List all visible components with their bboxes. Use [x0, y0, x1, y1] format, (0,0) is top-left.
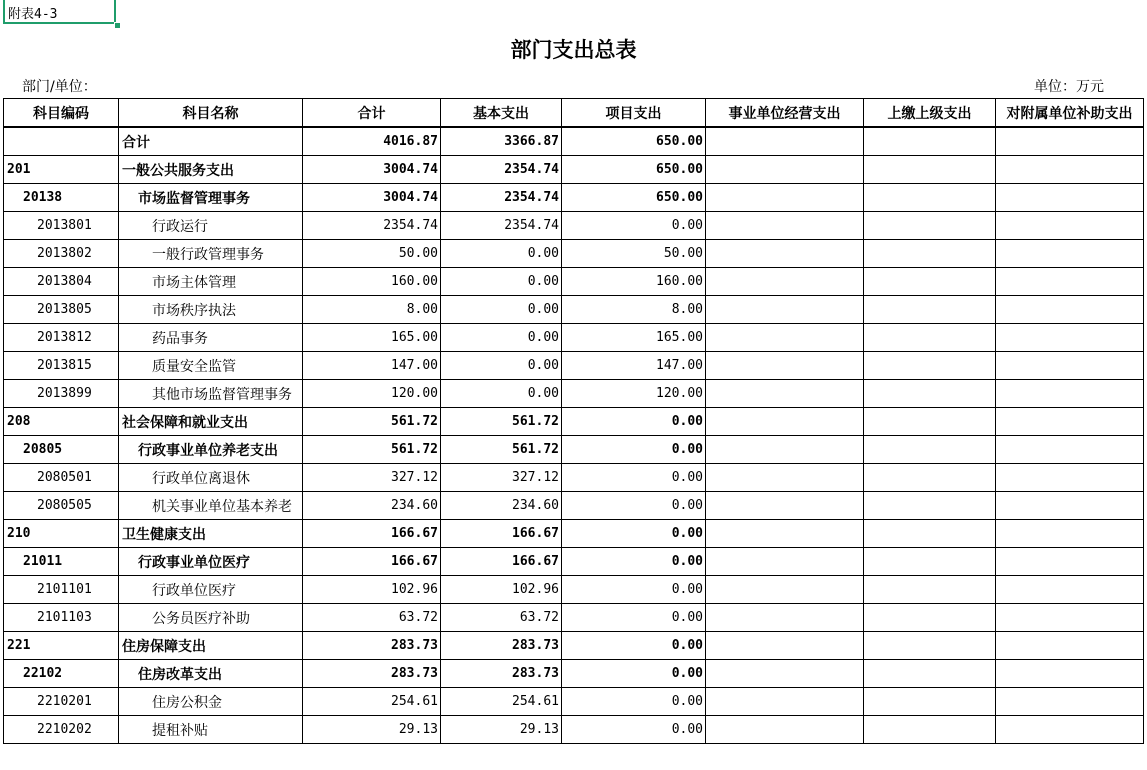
row-name-cell[interactable]: 住房公积金 — [119, 688, 303, 716]
row-project-cell[interactable]: 0.00 — [562, 464, 706, 492]
unit-label: 单位：万元 — [1034, 79, 1104, 95]
table-row — [4, 324, 1144, 352]
table-row — [4, 716, 1144, 744]
row-business-cell[interactable] — [706, 520, 864, 548]
table-row — [4, 156, 1144, 184]
table-row — [4, 548, 1144, 576]
row-business-cell[interactable] — [706, 492, 864, 520]
row-name-cell[interactable]: 机关事业单位基本养老 — [119, 492, 303, 520]
row-business-cell[interactable] — [706, 212, 864, 240]
row-business-cell[interactable] — [706, 548, 864, 576]
row-basic-cell[interactable]: 0.00 — [441, 380, 562, 408]
row-remit-cell[interactable] — [864, 324, 996, 352]
row-total-cell[interactable]: 2354.74 — [303, 212, 441, 240]
row-remit-cell[interactable] — [864, 660, 996, 688]
row-remit-cell[interactable] — [864, 436, 996, 464]
row-name-cell[interactable]: 住房保障支出 — [119, 632, 303, 660]
row-code-cell[interactable]: 2210201 — [4, 688, 119, 716]
row-total-cell[interactable]: 8.00 — [303, 296, 441, 324]
row-remit-cell[interactable] — [864, 492, 996, 520]
row-total-cell[interactable]: 50.00 — [303, 240, 441, 268]
row-basic-cell[interactable]: 166.67 — [441, 548, 562, 576]
row-remit-cell[interactable] — [864, 212, 996, 240]
row-total-cell[interactable]: 234.60 — [303, 492, 441, 520]
table-row — [4, 240, 1144, 268]
expenditure-table — [3, 98, 1144, 744]
row-total-cell[interactable]: 166.67 — [303, 548, 441, 576]
row-project-cell[interactable]: 650.00 — [562, 156, 706, 184]
row-subsidy-cell[interactable] — [996, 604, 1144, 632]
row-project-cell[interactable]: 147.00 — [562, 352, 706, 380]
row-basic-cell[interactable]: 29.13 — [441, 716, 562, 744]
row-name-cell[interactable]: 卫生健康支出 — [119, 520, 303, 548]
table-row — [4, 184, 1144, 212]
row-remit-cell[interactable] — [864, 184, 996, 212]
row-remit-cell[interactable] — [864, 127, 996, 156]
row-subsidy-cell[interactable] — [996, 380, 1144, 408]
row-project-cell[interactable]: 0.00 — [562, 660, 706, 688]
row-business-cell[interactable] — [706, 240, 864, 268]
row-remit-cell[interactable] — [864, 352, 996, 380]
row-name-cell[interactable]: 一般行政管理事务 — [119, 240, 303, 268]
row-total-cell[interactable]: 3004.74 — [303, 156, 441, 184]
row-total-cell[interactable]: 63.72 — [303, 604, 441, 632]
row-total-cell[interactable]: 283.73 — [303, 632, 441, 660]
row-total-cell[interactable]: 3004.74 — [303, 184, 441, 212]
row-name-cell[interactable]: 市场秩序执法 — [119, 296, 303, 324]
row-basic-cell[interactable]: 3366.87 — [441, 127, 562, 156]
row-name-cell[interactable]: 行政单位离退休 — [119, 464, 303, 492]
row-basic-cell[interactable]: 63.72 — [441, 604, 562, 632]
row-code-cell[interactable]: 2101103 — [4, 604, 119, 632]
row-basic-cell[interactable]: 2354.74 — [441, 212, 562, 240]
row-remit-cell[interactable] — [864, 632, 996, 660]
header-project[interactable]: 项目支出 — [562, 99, 706, 128]
row-subsidy-cell[interactable] — [996, 632, 1144, 660]
fill-handle[interactable] — [114, 22, 121, 29]
row-subsidy-cell[interactable] — [996, 352, 1144, 380]
row-name-cell[interactable]: 一般公共服务支出 — [119, 156, 303, 184]
header-business[interactable]: 事业单位经营支出 — [706, 99, 864, 128]
row-remit-cell[interactable] — [864, 464, 996, 492]
row-basic-cell[interactable]: 166.67 — [441, 520, 562, 548]
table-row — [4, 604, 1144, 632]
row-subsidy-cell[interactable] — [996, 324, 1144, 352]
row-name-cell[interactable]: 行政运行 — [119, 212, 303, 240]
row-basic-cell[interactable]: 102.96 — [441, 576, 562, 604]
row-total-cell[interactable]: 561.72 — [303, 408, 441, 436]
row-basic-cell[interactable]: 0.00 — [441, 296, 562, 324]
header-basic[interactable]: 基本支出 — [441, 99, 562, 128]
row-business-cell[interactable] — [706, 632, 864, 660]
table-row — [4, 380, 1144, 408]
row-total-cell[interactable]: 4016.87 — [303, 127, 441, 156]
row-code-cell[interactable]: 201 — [4, 156, 119, 184]
row-basic-cell[interactable]: 327.12 — [441, 464, 562, 492]
row-business-cell[interactable] — [706, 156, 864, 184]
row-code-cell[interactable]: 2013804 — [4, 268, 119, 296]
row-project-cell[interactable]: 160.00 — [562, 268, 706, 296]
row-subsidy-cell[interactable] — [996, 156, 1144, 184]
row-subsidy-cell[interactable] — [996, 268, 1144, 296]
row-subsidy-cell[interactable] — [996, 520, 1144, 548]
sheet-reference: 附表4-3 — [8, 7, 58, 22]
row-total-cell[interactable]: 147.00 — [303, 352, 441, 380]
row-business-cell[interactable] — [706, 688, 864, 716]
row-remit-cell[interactable] — [864, 240, 996, 268]
row-subsidy-cell[interactable] — [996, 240, 1144, 268]
row-name-cell[interactable]: 市场监督管理事务 — [119, 184, 303, 212]
row-basic-cell[interactable]: 561.72 — [441, 436, 562, 464]
row-name-cell[interactable]: 行政事业单位养老支出 — [119, 436, 303, 464]
row-name-cell[interactable]: 住房改革支出 — [119, 660, 303, 688]
row-basic-cell[interactable]: 0.00 — [441, 352, 562, 380]
row-basic-cell[interactable]: 2354.74 — [441, 156, 562, 184]
row-code-cell[interactable]: 21011 — [4, 548, 119, 576]
row-project-cell[interactable]: 8.00 — [562, 296, 706, 324]
row-business-cell[interactable] — [706, 408, 864, 436]
row-name-cell[interactable]: 市场主体管理 — [119, 268, 303, 296]
row-remit-cell[interactable] — [864, 380, 996, 408]
row-subsidy-cell[interactable] — [996, 464, 1144, 492]
row-project-cell[interactable]: 650.00 — [562, 127, 706, 156]
row-remit-cell[interactable] — [864, 688, 996, 716]
row-basic-cell[interactable]: 561.72 — [441, 408, 562, 436]
row-business-cell[interactable] — [706, 576, 864, 604]
row-code-cell[interactable] — [4, 127, 119, 156]
row-code-cell[interactable]: 20138 — [4, 184, 119, 212]
table-row — [4, 688, 1144, 716]
row-name-cell[interactable]: 质量安全监管 — [119, 352, 303, 380]
row-name-cell[interactable]: 其他市场监督管理事务 — [119, 380, 303, 408]
row-remit-cell[interactable] — [864, 604, 996, 632]
header-remit[interactable]: 上缴上级支出 — [864, 99, 996, 128]
row-subsidy-cell[interactable] — [996, 576, 1144, 604]
row-total-cell[interactable]: 254.61 — [303, 688, 441, 716]
row-name-cell[interactable]: 药品事务 — [119, 324, 303, 352]
row-project-cell[interactable]: 650.00 — [562, 184, 706, 212]
row-code-cell[interactable]: 210 — [4, 520, 119, 548]
table-row — [4, 352, 1144, 380]
row-code-cell[interactable]: 2013815 — [4, 352, 119, 380]
header-code[interactable]: 科目编码 — [4, 99, 119, 128]
row-business-cell[interactable] — [706, 127, 864, 156]
row-code-cell[interactable]: 2013899 — [4, 380, 119, 408]
row-total-cell[interactable]: 160.00 — [303, 268, 441, 296]
row-basic-cell[interactable]: 0.00 — [441, 240, 562, 268]
row-code-cell[interactable]: 2080505 — [4, 492, 119, 520]
row-code-cell[interactable]: 2101101 — [4, 576, 119, 604]
row-name-cell[interactable]: 公务员医疗补助 — [119, 604, 303, 632]
row-business-cell[interactable] — [706, 716, 864, 744]
row-total-cell[interactable]: 120.00 — [303, 380, 441, 408]
row-project-cell[interactable]: 120.00 — [562, 380, 706, 408]
row-code-cell[interactable]: 22102 — [4, 660, 119, 688]
row-name-cell[interactable]: 行政事业单位医疗 — [119, 548, 303, 576]
row-remit-cell[interactable] — [864, 520, 996, 548]
row-total-cell[interactable]: 327.12 — [303, 464, 441, 492]
row-code-cell[interactable]: 2013812 — [4, 324, 119, 352]
row-subsidy-cell[interactable] — [996, 408, 1144, 436]
row-business-cell[interactable] — [706, 436, 864, 464]
row-project-cell[interactable]: 0.00 — [562, 688, 706, 716]
row-code-cell[interactable]: 221 — [4, 632, 119, 660]
row-project-cell[interactable]: 165.00 — [562, 324, 706, 352]
table-row — [4, 212, 1144, 240]
row-name-cell[interactable]: 提租补贴 — [119, 716, 303, 744]
row-project-cell[interactable]: 0.00 — [562, 716, 706, 744]
row-subsidy-cell[interactable] — [996, 688, 1144, 716]
table-row — [4, 520, 1144, 548]
row-project-cell[interactable]: 0.00 — [562, 548, 706, 576]
page-title: 部门支出总表 — [510, 37, 637, 62]
row-remit-cell[interactable] — [864, 548, 996, 576]
row-code-cell[interactable]: 208 — [4, 408, 119, 436]
row-remit-cell[interactable] — [864, 156, 996, 184]
row-code-cell[interactable]: 2013805 — [4, 296, 119, 324]
row-total-cell[interactable]: 166.67 — [303, 520, 441, 548]
row-total-cell[interactable]: 29.13 — [303, 716, 441, 744]
row-subsidy-cell[interactable] — [996, 492, 1144, 520]
row-subsidy-cell[interactable] — [996, 660, 1144, 688]
row-name-cell[interactable]: 合计 — [119, 127, 303, 156]
row-subsidy-cell[interactable] — [996, 212, 1144, 240]
row-project-cell[interactable]: 0.00 — [562, 408, 706, 436]
row-subsidy-cell[interactable] — [996, 548, 1144, 576]
row-business-cell[interactable] — [706, 324, 864, 352]
table-row — [4, 464, 1144, 492]
row-subsidy-cell[interactable] — [996, 296, 1144, 324]
row-basic-cell[interactable]: 254.61 — [441, 688, 562, 716]
row-total-cell[interactable]: 283.73 — [303, 660, 441, 688]
row-code-cell[interactable]: 2210202 — [4, 716, 119, 744]
row-name-cell[interactable]: 社会保障和就业支出 — [119, 408, 303, 436]
table-row — [4, 127, 1144, 156]
row-basic-cell[interactable]: 0.00 — [441, 324, 562, 352]
table-row — [4, 632, 1144, 660]
table-row — [4, 492, 1144, 520]
row-business-cell[interactable] — [706, 660, 864, 688]
row-subsidy-cell[interactable] — [996, 127, 1144, 156]
table-row — [4, 660, 1144, 688]
row-code-cell[interactable]: 20805 — [4, 436, 119, 464]
row-project-cell[interactable]: 0.00 — [562, 492, 706, 520]
row-project-cell[interactable]: 0.00 — [562, 212, 706, 240]
row-project-cell[interactable]: 0.00 — [562, 632, 706, 660]
row-business-cell[interactable] — [706, 268, 864, 296]
row-basic-cell[interactable]: 0.00 — [441, 268, 562, 296]
row-code-cell[interactable]: 2080501 — [4, 464, 119, 492]
table-row — [4, 408, 1144, 436]
table-row — [4, 268, 1144, 296]
header-name[interactable]: 科目名称 — [119, 99, 303, 128]
row-basic-cell[interactable]: 234.60 — [441, 492, 562, 520]
row-business-cell[interactable] — [706, 296, 864, 324]
row-subsidy-cell[interactable] — [996, 716, 1144, 744]
row-basic-cell[interactable]: 2354.74 — [441, 184, 562, 212]
row-project-cell[interactable]: 0.00 — [562, 576, 706, 604]
row-basic-cell[interactable]: 283.73 — [441, 632, 562, 660]
row-business-cell[interactable] — [706, 604, 864, 632]
row-total-cell[interactable]: 165.00 — [303, 324, 441, 352]
row-basic-cell[interactable]: 283.73 — [441, 660, 562, 688]
row-remit-cell[interactable] — [864, 296, 996, 324]
header-row — [4, 99, 1144, 128]
row-subsidy-cell[interactable] — [996, 184, 1144, 212]
row-business-cell[interactable] — [706, 184, 864, 212]
row-code-cell[interactable]: 2013801 — [4, 212, 119, 240]
row-total-cell[interactable]: 561.72 — [303, 436, 441, 464]
table-row — [4, 296, 1144, 324]
row-remit-cell[interactable] — [864, 268, 996, 296]
header-total[interactable]: 合计 — [303, 99, 441, 128]
table-row — [4, 436, 1144, 464]
row-project-cell[interactable]: 50.00 — [562, 240, 706, 268]
row-code-cell[interactable]: 2013802 — [4, 240, 119, 268]
row-business-cell[interactable] — [706, 380, 864, 408]
row-subsidy-cell[interactable] — [996, 436, 1144, 464]
row-remit-cell[interactable] — [864, 576, 996, 604]
row-project-cell[interactable]: 0.00 — [562, 436, 706, 464]
row-total-cell[interactable]: 102.96 — [303, 576, 441, 604]
header-subsidy[interactable]: 对附属单位补助支出 — [996, 99, 1144, 128]
row-remit-cell[interactable] — [864, 716, 996, 744]
row-remit-cell[interactable] — [864, 408, 996, 436]
row-project-cell[interactable]: 0.00 — [562, 520, 706, 548]
row-project-cell[interactable]: 0.00 — [562, 604, 706, 632]
row-name-cell[interactable]: 行政单位医疗 — [119, 576, 303, 604]
row-business-cell[interactable] — [706, 464, 864, 492]
table-row — [4, 576, 1144, 604]
department-label: 部门/单位： — [22, 79, 97, 95]
row-business-cell[interactable] — [706, 352, 864, 380]
